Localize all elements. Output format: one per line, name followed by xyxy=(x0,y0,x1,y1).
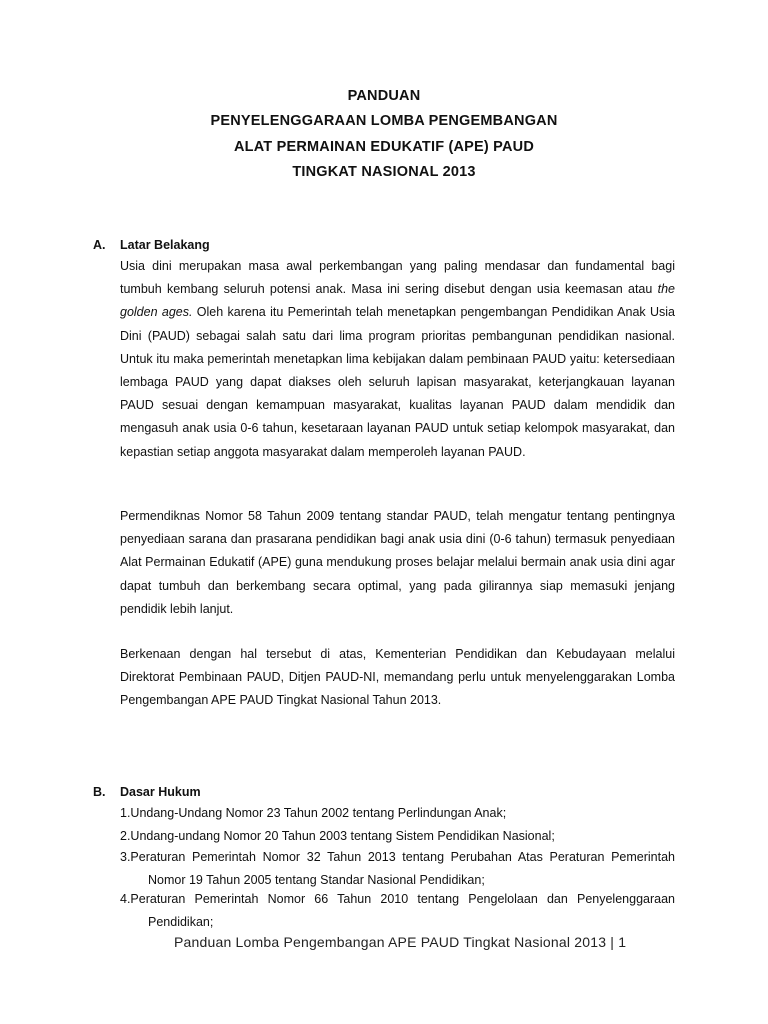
section-a-heading: Latar Belakang xyxy=(120,238,210,252)
section-b-letter: B. xyxy=(93,785,106,799)
doc-title-line3: ALAT PERMAINAN EDUKATIF (APE) PAUD xyxy=(233,139,534,155)
legal-basis-item-2: 2.Undang-undang Nomor 20 Tahun 2003 tentang Sistem Pendidikan Nasional; xyxy=(120,829,555,843)
doc-title-line1: PANDUAN xyxy=(347,88,421,104)
section-b-heading: Dasar Hukum xyxy=(120,785,201,799)
legal-basis-item-3: 3.Peraturan Pemerintah Nomor 32 Tahun 2013 tentang Perubahan Atas Peraturan Pemerintah Nomor 19 Tahun 2005 tentang Standar Nasional Pendidikan; xyxy=(120,850,675,888)
section-a-paragraph-2: Permendiknas Nomor 58 Tahun 2009 tentang standar PAUD, telah mengatur tentang pentingnya penyediaan sarana dan prasarana pendidikan bagi anak usia dini (0-6 tahun) termasuk penyediaan Alat Permainan Edukatif (APE) guna mendukung proses belajar melalui bermain anak usia dini agar dapat tumbuh dan berkembang secara optimal, yang pada gilirannya siap memasuki jenjang pendidik lebih lanjut. xyxy=(120,509,675,616)
legal-basis-item-1: 1.Undang-Undang Nomor 23 Tahun 2002 tentang Perlindungan Anak; xyxy=(120,806,507,820)
doc-title-line2: PENYELENGGARAAN LOMBA PENGEMBANGAN xyxy=(210,113,558,129)
legal-basis-item-4: 4.Peraturan Pemerintah Nomor 66 Tahun 2010 tentang Pengelolaan dan Penyelenggaraan Pendidikan; xyxy=(120,892,675,930)
p1-text-end: Oleh karena itu Pemerintah telah menetapkan pengembangan Pendidikan Anak Usia Dini (PAUD) sebagai salah satu dari lima program prioritas pembangunan pendidikan nasional. Untuk itu maka pemerintah menetapkan lima kebijakan dalam pembinaan PAUD yaitu: ketersediaan lembaga PAUD yang dapat diakses oleh seluruh lapisan masyarakat, keterjangkauan layanan PAUD sesuai dengan kemampuan masyarakat, kualitas layanan PAUD dalam mendidik dan mengasuh anak usia 0-6 tahun, kesetaraan layanan PAUD untuk setiap kelompok masyarakat, dan kepastian setiap anggota masyarakat dalam memperoleh layanan PAUD. xyxy=(120,305,675,459)
p1-text-start: Usia dini merupakan masa awal perkembangan yang paling mendasar dan fundamental bagi tumbuh kembang seluruh potensi anak. Masa ini sering disebut dengan usia keemasan atau xyxy=(120,259,675,297)
page-footer: Panduan Lomba Pengembangan APE PAUD Tingkat Nasional 2013 | 1 xyxy=(174,934,627,950)
doc-title-line4: TINGKAT NASIONAL 2013 xyxy=(292,164,476,180)
p1-italic-phrase: the golden ages. xyxy=(120,282,675,320)
section-a-paragraph-1 xyxy=(120,255,675,464)
section-a-letter: A. xyxy=(93,238,106,252)
section-a-paragraph-3: Berkenaan dengan hal tersebut di atas, Kementerian Pendidikan dan Kebudayaan melalui Direktorat Pembinaan PAUD, Ditjen PAUD-NI, memandang perlu untuk menyelenggarakan Lomba Pengembangan APE PAUD Tingkat Nasional Tahun 2013. xyxy=(120,647,675,708)
